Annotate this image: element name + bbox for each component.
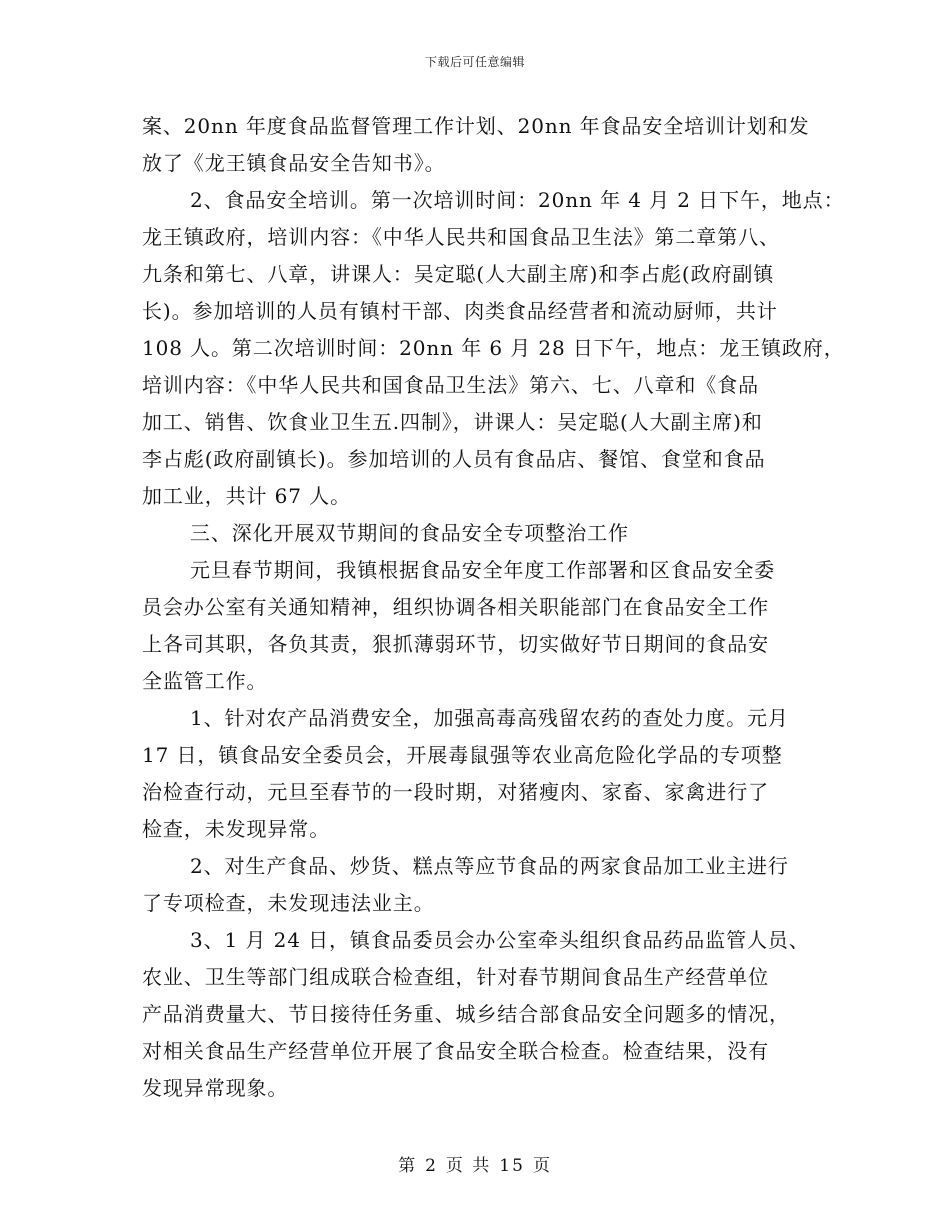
body-line: 治检查行动，元旦至春节的一段时期，对猪瘦肉、家畜、家禽进行了 [142,780,769,804]
body-line: 1、针对农产品消费安全，加强高毒高残留农药的查处力度。元月 [190,706,789,730]
body-line: 全监管工作。 [142,669,268,693]
body-line: 3、1 月 24 日，镇食品委员会办公室牵头组织食品药品监管人员、 [190,928,810,952]
body-line: 员会办公室有关通知精神，组织协调各相关职能部门在食品安全工作 [142,595,769,619]
body-line: 检查，未发现异常。 [142,817,331,841]
page-label-mid: 页 共 [445,1156,492,1176]
body-line: 元旦春节期间，我镇根据食品安全年度工作部署和区食品安全委 [190,558,776,582]
body-line: 加工、销售、饮食业卫生五.四制》，讲课人：吴定聪(人大副主席)和 [142,410,763,434]
body-line: 108 人。第二次培训时间：20nn 年 6 月 28 日下午，地点：龙王镇政府， [142,336,845,360]
document-body [142,108,845,1107]
body-line: 李占彪(政府副镇长)。参加培训的人员有食品店、餐馆、食堂和食品 [142,447,766,471]
body-line: 放了《龙王镇食品安全告知书》。 [142,151,446,175]
body-line: 发现异常现象。 [142,1076,289,1100]
body-line: 长)。参加培训的人员有镇村干部、肉类食品经营者和流动厨师，共计 [142,299,778,323]
page-footer [0,1151,950,1176]
body-line: 对相关食品生产经营单位开展了食品安全联合检查。检查结果，没有 [142,1039,769,1063]
body-line: 17 日，镇食品安全委员会，开展毒鼠强等农业高危险化学品的专项整 [142,743,783,767]
body-line: 龙王镇政府，培训内容：《中华人民共和国食品卫生法》第二章第八、 [142,225,780,249]
body-line: 产品消费量大、节日接待任务重、城乡结合部食品安全问题多的情况， [142,1002,790,1026]
body-line: 加工业，共计 67 人。 [142,484,351,508]
body-line: 案、20nn 年度食品监督管理工作计划、20nn 年食品安全培训计划和发 [142,114,810,138]
section-heading: 三、深化开展双节期间的食品安全专项整治工作 [190,521,629,545]
body-line: 九条和第七、八章，讲课人：吴定聪(人大副主席)和李占彪(政府副镇 [142,262,775,286]
header-note: 下载后可任意编辑 [424,55,525,69]
body-line: 培训内容：《中华人民共和国食品卫生法》第六、七、八章和《食品 [142,373,759,397]
body-line: 农业、卫生等部门组成联合检查组，针对春节期间食品生产经营单位 [142,965,769,989]
body-line: 上各司其职，各负其责，狠抓薄弱环节，切实做好节日期间的食品安 [142,632,769,656]
total-pages-number: 15 [499,1156,525,1176]
current-page-number: 2 [425,1156,438,1176]
body-line: 2、对生产食品、炒货、糕点等应节食品的两家食品加工业主进行 [190,854,789,878]
page-label-prefix: 第 [398,1156,418,1176]
body-line: 了专项检查，未发现违法业主。 [142,891,435,915]
body-line: 2、食品安全培训。第一次培训时间：20nn 年 4 月 2 日下午，地点： [190,188,845,212]
page-label-suffix: 页 [532,1156,552,1176]
